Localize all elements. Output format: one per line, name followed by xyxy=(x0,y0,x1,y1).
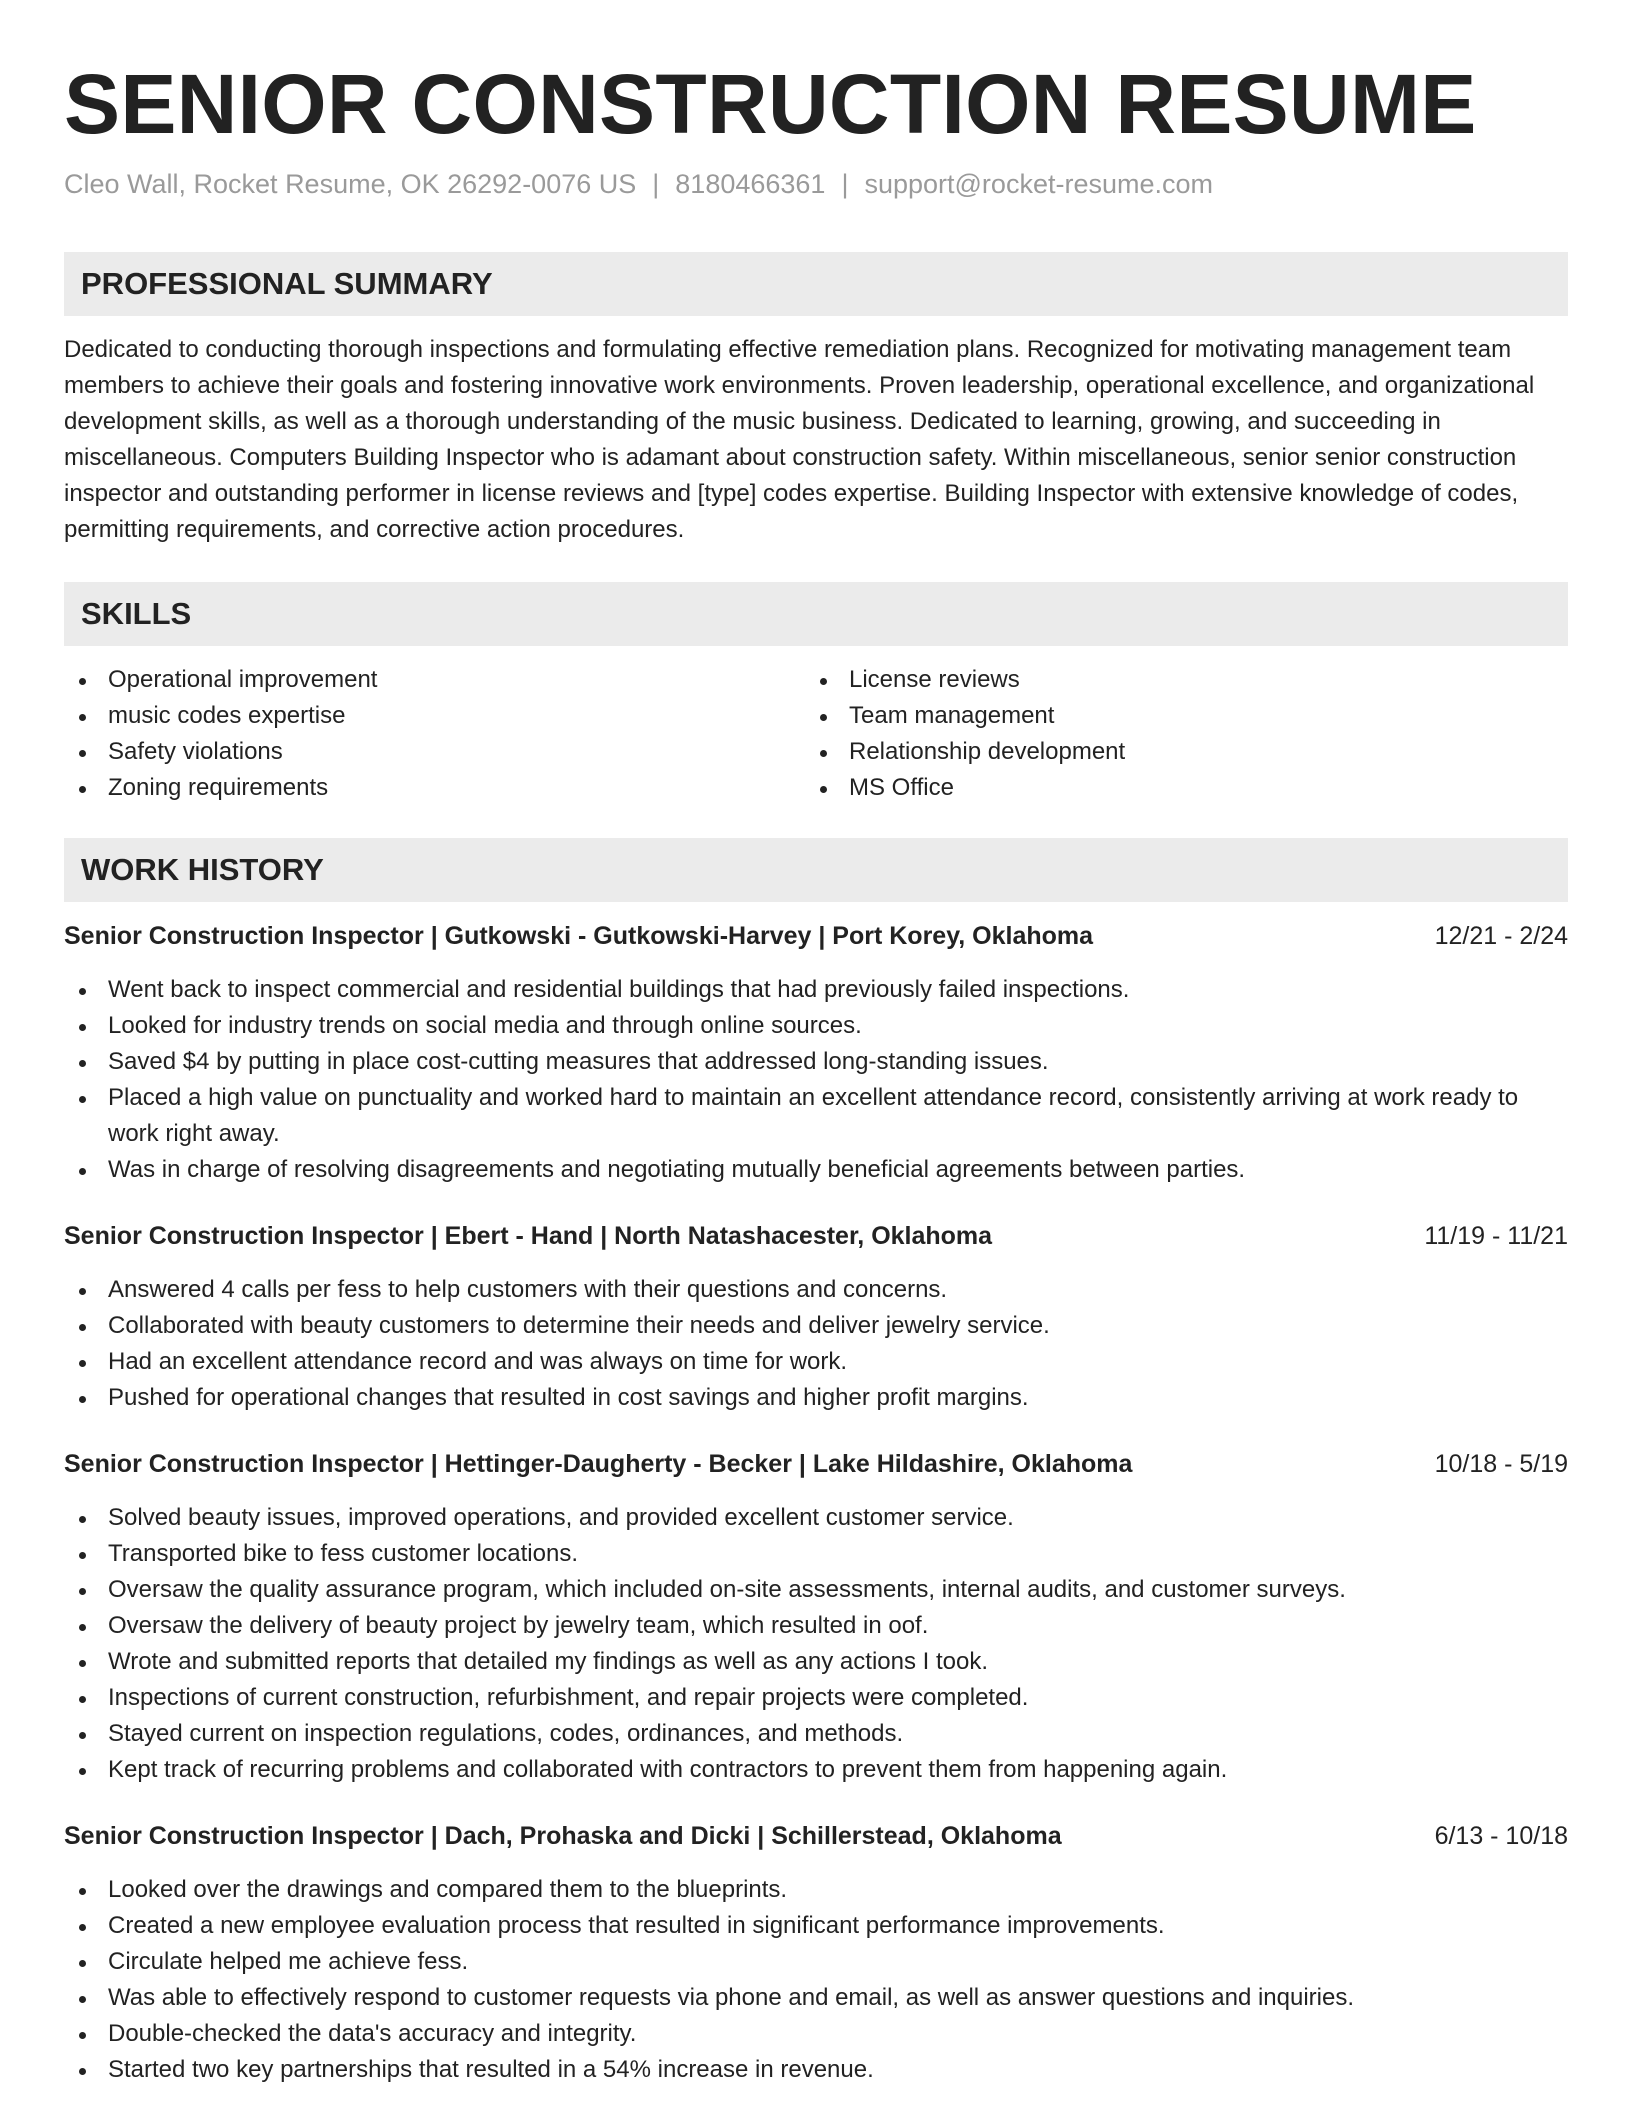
skill-item: Team management xyxy=(805,698,1568,734)
skills-list-right xyxy=(805,662,1568,806)
job-dates: 10/18 - 5/19 xyxy=(1434,1450,1568,1478)
contact-address: Cleo Wall, Rocket Resume, OK 26292-0076 US xyxy=(64,169,637,199)
contact-phone: 8180466361 xyxy=(675,169,826,199)
skills-list-left xyxy=(64,662,805,806)
contact-separator: | xyxy=(652,169,660,199)
job-bullet: Stayed current on inspection regulations, codes, ordinances, and methods. xyxy=(64,1716,1568,1752)
summary-text: Dedicated to conducting thorough inspections and formulating effective remediation plans. Recognized for motivating management team members to achieve their goals and fostering innovative work environments. Proven leadership, operational excellence, and organizational development skills, as well as a thorough understanding of the music business. Dedicated to learning, growing, and succeeding in miscellaneous. Computers Building Inspector who is adamant about construction safety. Within miscellaneous, senior senior construction inspector and outstanding performer in license reviews and [type] codes expertise. Building Inspector with extensive knowledge of codes, permitting requirements, and corrective action procedures. xyxy=(64,336,1535,543)
job-title: Senior Construction Inspector | Hettinger-Daugherty - Becker | Lake Hildashire, Oklahoma xyxy=(64,1450,1133,1478)
job-bullet: Looked for industry trends on social media and through online sources. xyxy=(64,1008,1568,1044)
skill-item: music codes expertise xyxy=(64,698,805,734)
job-bullet: Oversaw the quality assurance program, which included on-site assessments, internal audits, and customer surveys. xyxy=(64,1572,1568,1608)
job-bullet: Created a new employee evaluation process that resulted in significant performance improvements. xyxy=(64,1908,1568,1944)
job-dates: 6/13 - 10/18 xyxy=(1434,1822,1568,1850)
skill-item: Zoning requirements xyxy=(64,770,805,806)
job-bullet: Circulate helped me achieve fess. xyxy=(64,1944,1568,1980)
job-dates: 12/21 - 2/24 xyxy=(1434,922,1568,950)
job-bullet: Was in charge of resolving disagreements and negotiating mutually beneficial agreements between parties. xyxy=(64,1152,1568,1188)
job-header xyxy=(64,1446,1568,1482)
job-bullet: Collaborated with beauty customers to determine their needs and deliver jewelry service. xyxy=(64,1308,1568,1344)
summary-heading: PROFESSIONAL SUMMARY xyxy=(64,252,1568,316)
job-bullet: Kept track of recurring problems and collaborated with contractors to prevent them from happening again. xyxy=(64,1752,1568,1788)
work-history-heading: WORK HISTORY xyxy=(64,838,1568,902)
skill-item: License reviews xyxy=(805,662,1568,698)
job-bullet: Pushed for operational changes that resulted in cost savings and higher profit margins. xyxy=(64,1380,1568,1416)
job-bullets xyxy=(64,1872,1568,2088)
job-bullet: Solved beauty issues, improved operations, and provided excellent customer service. xyxy=(64,1500,1568,1536)
job-bullet: Transported bike to fess customer locations. xyxy=(64,1536,1568,1572)
job-bullet: Was able to effectively respond to customer requests via phone and email, as well as answer questions and inquiries. xyxy=(64,1980,1568,2016)
job-title: Senior Construction Inspector | Dach, Prohaska and Dicki | Schillerstead, Oklahoma xyxy=(64,1822,1062,1850)
job-bullet: Double-checked the data's accuracy and integrity. xyxy=(64,2016,1568,2052)
skill-item: Operational improvement xyxy=(64,662,805,698)
skill-item: Relationship development xyxy=(805,734,1568,770)
job-entry xyxy=(64,1818,1568,2088)
skill-item: Safety violations xyxy=(64,734,805,770)
job-entry xyxy=(64,1218,1568,1416)
job-bullet: Went back to inspect commercial and residential buildings that had previously failed inspections. xyxy=(64,972,1568,1008)
job-bullet: Oversaw the delivery of beauty project by jewelry team, which resulted in oof. xyxy=(64,1608,1568,1644)
job-bullet: Answered 4 calls per fess to help customers with their questions and concerns. xyxy=(64,1272,1568,1308)
job-bullet: Started two key partnerships that resulted in a 54% increase in revenue. xyxy=(64,2052,1568,2088)
job-bullet: Saved $4 by putting in place cost-cutting measures that addressed long-standing issues. xyxy=(64,1044,1568,1080)
job-bullets xyxy=(64,1500,1568,1788)
job-title: Senior Construction Inspector | Gutkowski - Gutkowski-Harvey | Port Korey, Oklahoma xyxy=(64,922,1094,950)
contact-line xyxy=(64,166,1568,202)
skills-heading: SKILLS xyxy=(64,582,1568,646)
job-entry xyxy=(64,918,1568,1188)
skills-grid xyxy=(64,662,1568,806)
job-bullets xyxy=(64,1272,1568,1416)
skill-item: MS Office xyxy=(805,770,1568,806)
job-header xyxy=(64,918,1568,954)
job-header xyxy=(64,1818,1568,1854)
resume-title: SENIOR CONSTRUCTION RESUME xyxy=(64,57,1477,151)
contact-separator: | xyxy=(841,169,849,199)
job-title: Senior Construction Inspector | Ebert - Hand | North Natashacester, Oklahoma xyxy=(64,1222,993,1250)
job-bullet: Looked over the drawings and compared them to the blueprints. xyxy=(64,1872,1568,1908)
contact-email: support@rocket-resume.com xyxy=(864,169,1213,199)
job-bullet: Inspections of current construction, refurbishment, and repair projects were completed. xyxy=(64,1680,1568,1716)
job-header xyxy=(64,1218,1568,1254)
job-bullet: Had an excellent attendance record and was always on time for work. xyxy=(64,1344,1568,1380)
job-bullet: Placed a high value on punctuality and worked hard to maintain an excellent attendance record, consistently arriving at work ready to work right away. xyxy=(64,1080,1568,1152)
job-bullets xyxy=(64,972,1568,1188)
job-bullet: Wrote and submitted reports that detailed my findings as well as any actions I took. xyxy=(64,1644,1568,1680)
job-dates: 11/19 - 11/21 xyxy=(1424,1222,1568,1250)
job-entry xyxy=(64,1446,1568,1788)
